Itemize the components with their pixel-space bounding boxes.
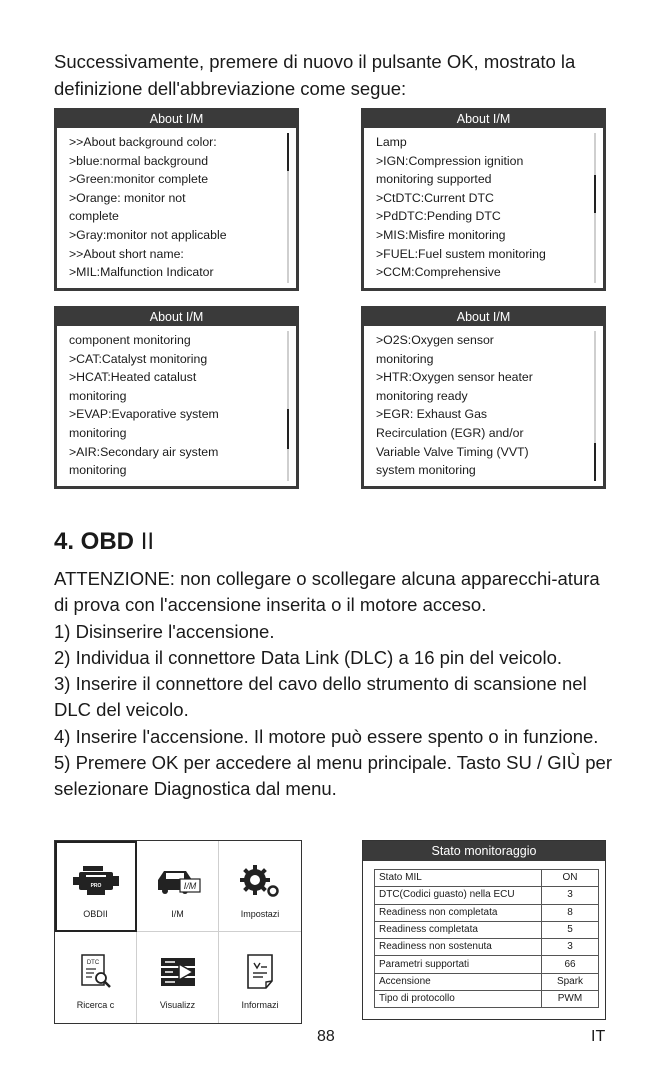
screen-title: About I/M (57, 309, 296, 326)
engine-icon (55, 863, 136, 899)
step-1: 1) Disinserire l'accensione. (54, 620, 275, 642)
row-value: 5 (542, 921, 599, 938)
table-row (375, 991, 599, 1008)
row-label: Readiness completata (375, 921, 542, 938)
menu-tile-info[interactable] (219, 932, 301, 1023)
row-label: Accensione (375, 973, 542, 990)
menu-tile-label: I/M (171, 909, 184, 919)
screen-line: monitoring ready (376, 388, 468, 403)
row-value: 3 (542, 939, 599, 956)
screen-line: >EVAP:Evaporative system (69, 407, 219, 422)
menu-tile-label: Ricerca c (76, 1000, 115, 1010)
scrollbar-thumb[interactable] (287, 409, 289, 449)
screen-line: >O2S:Oxygen sensor (376, 333, 494, 347)
step-2: 2) Individua il connettore Data Link (DLC) a 16 pin del veicolo. (54, 646, 563, 668)
table-row (375, 973, 599, 990)
menu-tile-label: Impostazi (240, 909, 280, 919)
screen-line: >>About short name: (69, 246, 184, 261)
screen-line: >CCM:Comprehensive (376, 265, 501, 280)
warning-text: ATTENZIONE: non collegare o scollegare alcuna apparecchi-atura di prova con l'accensione inserita o il motore acceso. (54, 568, 600, 616)
screen-line: >blue:normal background (69, 153, 209, 168)
screen-line: >Orange: monitor not (69, 190, 186, 205)
playback-icon (137, 954, 218, 990)
screen-line: monitoring (69, 388, 127, 403)
language-code: IT (591, 1028, 606, 1045)
row-value: ON (542, 870, 599, 887)
table-row (375, 939, 599, 956)
screen-title: About I/M (57, 111, 296, 128)
scrollbar-thumb[interactable] (594, 443, 596, 481)
screen-line: Recirculation (EGR) and/or (376, 425, 524, 440)
screen-title: About I/M (364, 111, 603, 128)
menu-tile-obdii[interactable] (55, 841, 137, 932)
row-value: 66 (542, 956, 599, 973)
menu-tile-dtc-search[interactable] (55, 932, 137, 1023)
screen-line: monitoring (376, 351, 434, 366)
gears-icon (219, 863, 301, 899)
screen-line: >HCAT:Heated catalust (69, 370, 197, 385)
screen-line: >Green:monitor complete (69, 172, 209, 187)
scrollbar[interactable] (594, 331, 596, 481)
table-row (375, 887, 599, 904)
table-row (375, 904, 599, 921)
screen-line: >IGN:Compression ignition (376, 153, 524, 168)
scrollbar[interactable] (594, 133, 596, 283)
page-number: 88 (317, 1028, 335, 1045)
dtc-badge: DTC (86, 960, 99, 966)
section-suffix: II (140, 528, 155, 555)
screen-line: >FUEL:Fuel sustem monitoring (376, 246, 546, 261)
row-label: Stato MIL (375, 870, 542, 887)
screen-line: >MIL:Malfunction Indicator (69, 265, 214, 280)
scrollbar-thumb[interactable] (594, 175, 596, 213)
step-5: 5) Premere OK per accedere al menu principale. Tasto SU / GIÙ per selezionare Diagnostica dal menu. (54, 752, 612, 800)
screen-line: monitoring (69, 463, 127, 478)
row-label: Readiness non sostenuta (375, 939, 542, 956)
main-menu-screen (54, 840, 302, 1024)
screen-line: component monitoring (69, 333, 191, 347)
menu-tile-im[interactable] (137, 841, 219, 932)
screen-line: >PdDTC:Pending DTC (376, 209, 501, 224)
status-table (374, 869, 599, 1008)
section-heading (54, 528, 154, 556)
row-value: 3 (542, 887, 599, 904)
row-label: Readiness non completata (375, 904, 542, 921)
about-im-screen-1 (54, 108, 299, 291)
about-im-screen-2 (361, 108, 606, 291)
screen-line: >CtDTC:Current DTC (376, 190, 494, 205)
info-document-icon (219, 954, 301, 990)
screen-line: monitoring supported (376, 172, 492, 187)
row-label: DTC(Codici guasto) nella ECU (375, 887, 542, 904)
screen-line: >CAT:Catalyst monitoring (69, 351, 208, 366)
scrollbar-thumb[interactable] (287, 133, 289, 171)
monitor-status-screen (362, 840, 606, 1020)
screen-line: >EGR: Exhaust Gas (376, 407, 488, 422)
screen-line: Variable Valve Timing (VVT) (376, 444, 529, 459)
scrollbar[interactable] (287, 331, 289, 481)
dtc-search-icon (55, 954, 136, 990)
car-im-icon (137, 863, 218, 899)
row-value: 8 (542, 904, 599, 921)
step-4: 4) Inserire l'accensione. Il motore può essere spento o in funzione. (54, 725, 599, 747)
menu-tile-playback[interactable] (137, 932, 219, 1023)
about-im-screen-4 (361, 306, 606, 489)
row-label: Parametri supportati (375, 956, 542, 973)
screen-title: About I/M (364, 309, 603, 326)
row-value: Spark (542, 973, 599, 990)
screen-line: system monitoring (376, 463, 476, 478)
menu-tile-label: Visualizz (159, 1000, 196, 1010)
screen-line: monitoring (69, 425, 127, 440)
screen-line: >MIS:Misfire monitoring (376, 227, 506, 242)
section-number: 4. OBD (54, 528, 135, 555)
table-row (375, 956, 599, 973)
screen-line: >Gray:monitor not applicable (69, 227, 227, 242)
screen-line: >AIR:Secondary air system (69, 444, 219, 459)
screen-line: >HTR:Oxygen sensor heater (376, 370, 533, 385)
menu-tile-label: Informazi (241, 1000, 279, 1010)
scrollbar[interactable] (287, 133, 289, 283)
screen-line: complete (69, 209, 119, 224)
instructions (54, 566, 619, 803)
row-label: Tipo di protocollo (375, 991, 542, 1008)
menu-tile-label: OBDII (83, 909, 108, 919)
about-im-screen-3 (54, 306, 299, 489)
intro-paragraph: Successivamente, premere di nuovo il pulsante OK, mostrato la definizione dell'abbreviazione come segue: (54, 51, 576, 99)
table-row (375, 870, 599, 887)
row-value: PWM (542, 991, 599, 1008)
table-row (375, 921, 599, 938)
step-3: 3) Inserire il connettore del cavo dello strumento di scansione nel DLC del veicolo. (54, 673, 587, 721)
screen-line: >>About background color: (69, 135, 217, 149)
engine-badge: PRO (90, 883, 101, 889)
im-badge: I/M (183, 881, 196, 891)
screen-line: Lamp (376, 135, 407, 149)
status-title: Stato monitoraggio (363, 841, 605, 861)
menu-tile-settings[interactable] (219, 841, 301, 932)
